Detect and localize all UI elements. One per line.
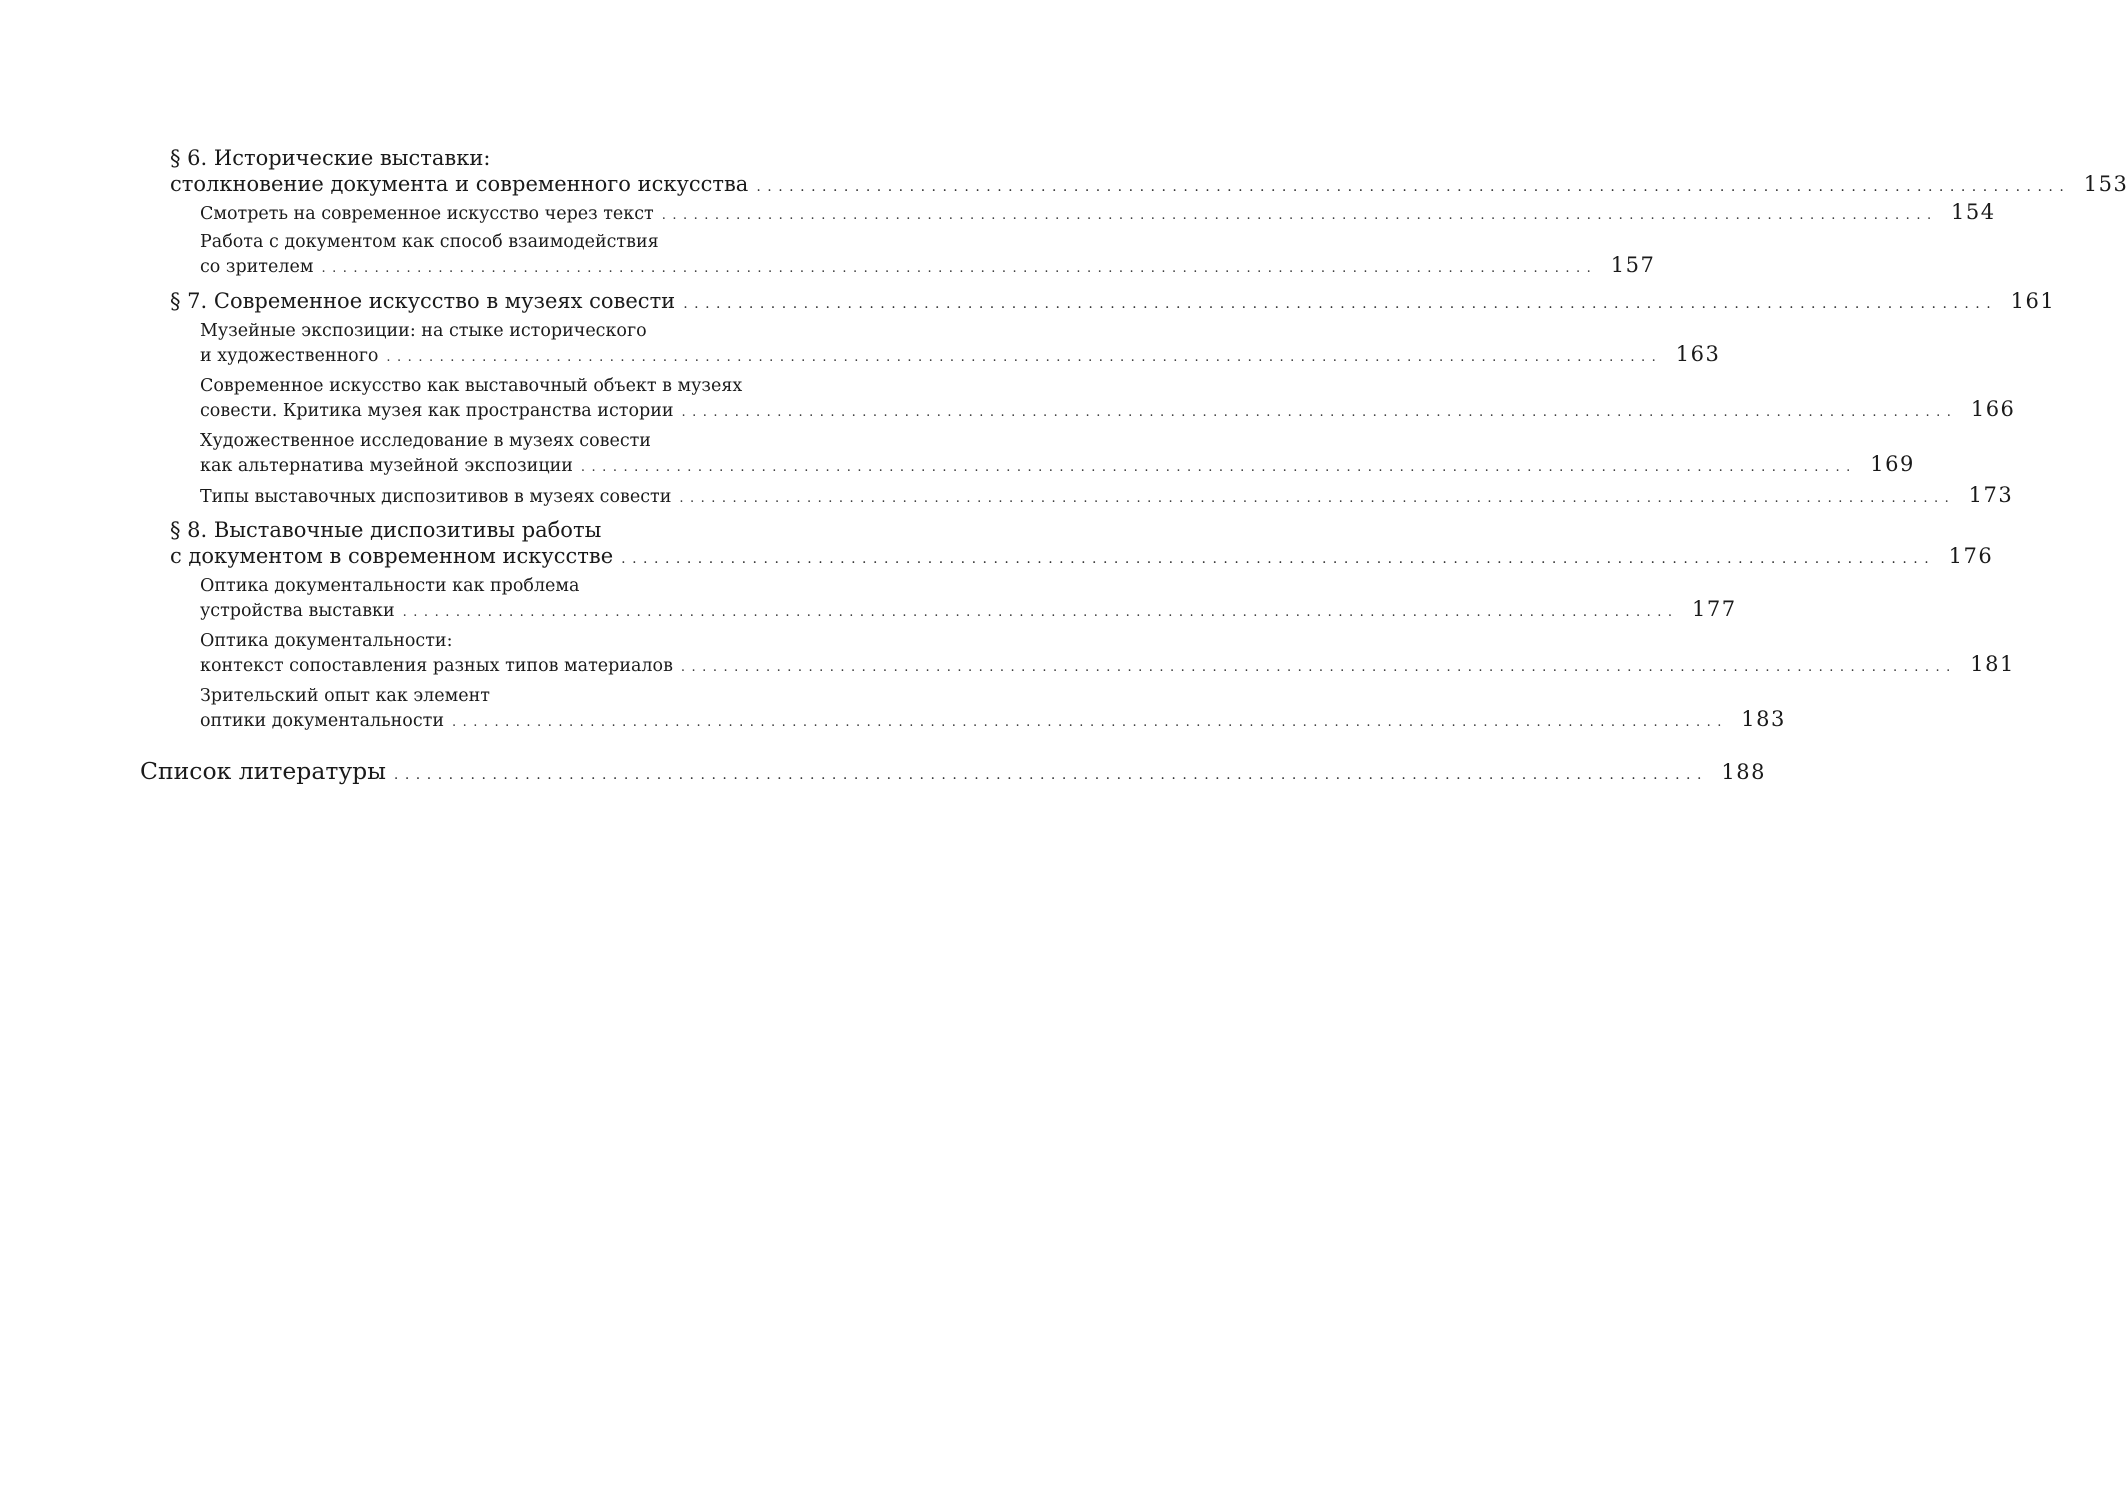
toc-entry-bibliography[interactable]: [140, 757, 1766, 789]
dot-leader: ........................................................................................................................: [393, 767, 1708, 783]
toc-entry-leader-row: [200, 396, 2016, 425]
toc-entry-title-line: с документом в современном искусстве: [170, 544, 614, 568]
dot-leader: ........................................................................................................................: [402, 604, 1679, 620]
toc-entry-leader-row: [140, 757, 1766, 789]
toc-entry-subsection[interactable]: [200, 630, 2015, 679]
toc-entry-title-line: и художественного: [200, 345, 379, 366]
toc-entry-subsection[interactable]: [200, 430, 1915, 479]
dot-leader: ........................................................................................................................: [679, 491, 1956, 506]
toc-entry-title-line: как альтернатива музейной экспозиции: [200, 455, 573, 476]
toc-entry-title-line: Зрительский опыт как элемент: [200, 686, 490, 706]
toc-entry-subsection[interactable]: [200, 575, 1737, 624]
toc-entry-title-line: Современное искусство как выставочный объект в музеях: [200, 376, 743, 396]
toc-page-number: 183: [1741, 706, 1786, 731]
toc-entry-leader-row: [200, 341, 1721, 370]
dot-leader: ........................................................................................................................: [661, 208, 1938, 223]
toc-entry-leader-row: [170, 543, 1994, 572]
toc-entry-title-line: Оптика документальности:: [200, 631, 453, 651]
toc-page-number: 166: [1970, 396, 2016, 421]
toc-entry-title-line: совести. Критика музея как пространства истории: [200, 400, 674, 421]
dot-leader: ........................................................................................................................: [452, 714, 1728, 730]
toc-page-number: 153: [2083, 172, 2128, 196]
toc-page-number: 176: [1948, 544, 1994, 568]
toc-entry-title-line: Художественное исследование в музеях совести: [200, 431, 651, 451]
toc-entry-leader-row: [200, 706, 1786, 735]
toc-entry-subsection[interactable]: [200, 483, 2014, 511]
toc-entry-leader-row: [200, 252, 1656, 281]
toc-entry-title-line: оптики документальности: [200, 710, 444, 731]
toc-page-number: 157: [1610, 252, 1656, 277]
toc-entry-subsection[interactable]: [200, 685, 1786, 734]
toc-entry-title-line: Музейные экспозиции: на стыке исторического: [200, 321, 647, 341]
toc-entry-title-line: § 8. Выставочные диспозитивы работы: [170, 518, 602, 542]
toc-entry-subsection[interactable]: [200, 200, 1996, 228]
toc-entry-subsection[interactable]: [200, 231, 1656, 280]
dot-leader: ........................................................................................................................: [680, 659, 1957, 675]
toc-page-number: 161: [2010, 289, 2056, 313]
dot-leader: ........................................................................................................................: [621, 551, 1936, 567]
toc-entry-title-line: § 6. Исторические выставки:: [170, 146, 491, 170]
toc-entry-leader-row: [200, 596, 1737, 625]
toc-page-number: 173: [1968, 483, 2014, 507]
toc-entry-title-line: § 7. Современное искусство в музеях совести: [170, 289, 676, 313]
toc-entry-subsection[interactable]: [200, 320, 1721, 369]
toc-page-number: 181: [1970, 651, 2015, 676]
toc-entry-title-line: устройства выставки: [200, 600, 395, 621]
dot-leader: ........................................................................................................................: [386, 349, 1663, 365]
toc-page-number: 177: [1691, 596, 1737, 621]
dot-leader: ........................................................................................................................: [681, 404, 1958, 420]
toc-page-number: 154: [1951, 200, 1996, 224]
toc-entry-leader-row: [200, 451, 1915, 480]
toc-entry-section[interactable]: [170, 288, 2056, 317]
toc-entry-title-line: Оптика документальности как проблема: [200, 576, 580, 596]
toc-entry-leader-row: [200, 651, 2015, 680]
toc-entry-leader-row: [170, 288, 2056, 317]
toc-entry-title-line: Список литературы: [140, 757, 386, 785]
toc-entry-title-line: столкновение документа и современного искусства: [170, 172, 749, 196]
toc-entry-title-line: со зрителем: [200, 256, 314, 277]
toc-entry-subsection[interactable]: [200, 375, 2016, 424]
toc-entry-leader-row: [200, 200, 1996, 228]
toc-entry-title-line: Типы выставочных диспозитивов в музеях совести: [200, 487, 672, 507]
toc-page-number: 188: [1721, 760, 1766, 784]
toc-entry-section[interactable]: [170, 517, 1994, 572]
toc-page-number: 169: [1870, 451, 1915, 476]
dot-leader: ........................................................................................................................: [580, 459, 1857, 475]
dot-leader: ........................................................................................................................: [683, 296, 1998, 312]
toc-page-number: 163: [1675, 341, 1721, 366]
toc-entry-title-line: Работа с документом как способ взаимодействия: [200, 232, 659, 252]
dot-leader: ........................................................................................................................: [756, 179, 2071, 195]
toc-entry-leader-row: [200, 483, 2014, 511]
toc-entry-leader-row: [170, 171, 2128, 200]
toc-entry-title-line: Смотреть на современное искусство через текст: [200, 204, 654, 224]
toc-entry-title-line: контекст сопоставления разных типов материалов: [200, 655, 673, 676]
dot-leader: ........................................................................................................................: [321, 260, 1598, 276]
toc-entry-section[interactable]: [170, 145, 2128, 200]
